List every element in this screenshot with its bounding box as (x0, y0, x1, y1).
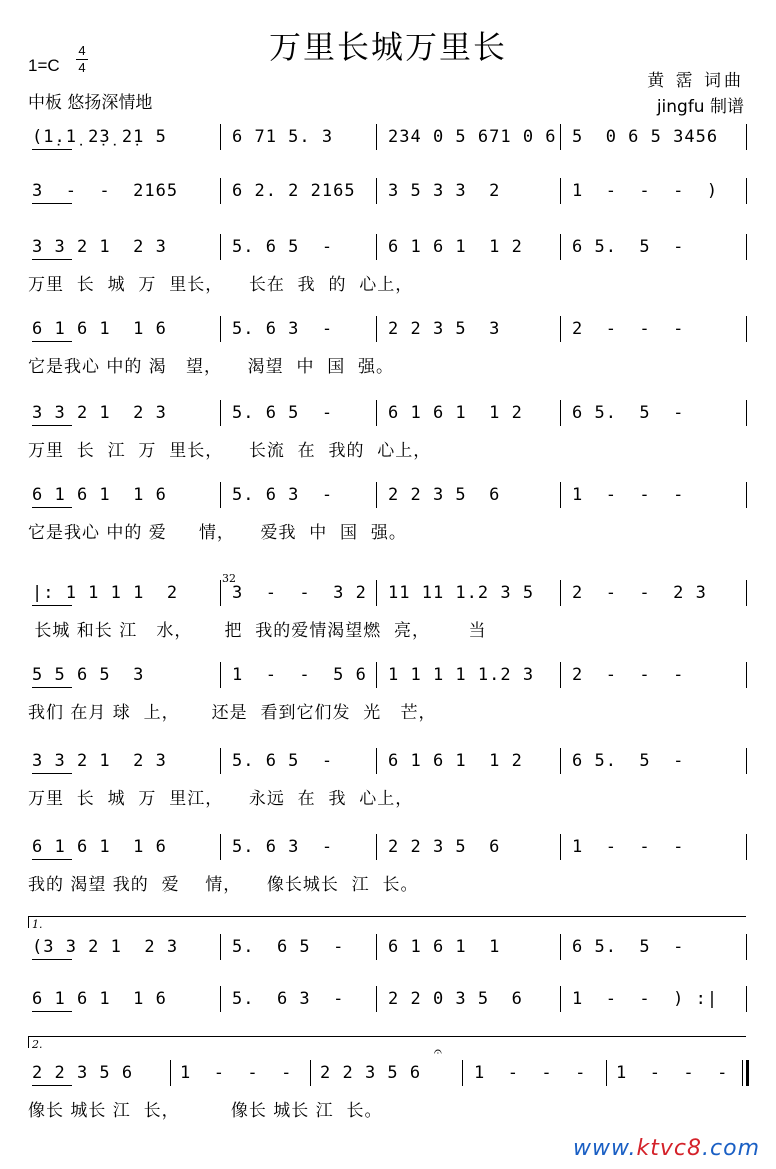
barline (376, 934, 377, 960)
barline (746, 580, 747, 606)
barline (220, 234, 221, 260)
measure: 1 - - - (616, 1063, 729, 1083)
measure: 2 - - - (572, 319, 685, 339)
measure: 6 1 6 1 1 6 (32, 319, 167, 339)
barline (746, 234, 747, 260)
barline (560, 400, 561, 426)
beam-underline (32, 959, 72, 960)
barline (606, 1060, 607, 1086)
barline (746, 316, 747, 342)
measure: 11 11 1.2 3 5 (388, 583, 535, 603)
grace-note: 32 (222, 572, 236, 585)
lyric-line: 像长 城长 江 长， 像长 城长 江 长。 (28, 1101, 383, 1121)
measure: 6 5. 5 - (572, 937, 685, 957)
notation-line (0, 122, 776, 152)
measure: 1 - - - (474, 1063, 587, 1083)
measure: (3 3 2 1 2 3 (32, 937, 179, 957)
fermata: 𝄐 (434, 1044, 442, 1060)
measure: 2 - - 2 3 (572, 583, 707, 603)
measure: 6 1 6 1 1 6 (32, 989, 167, 1009)
barline (746, 748, 747, 774)
time-signature-bottom: 4 (78, 60, 86, 75)
measure: 3 3 2 1 2 3 (32, 237, 167, 257)
beam-underline (32, 259, 72, 260)
measure: 1 - - - (572, 837, 685, 857)
lyric-line: 万里 长 城 万 里江， 永远 在 我 心上， (28, 789, 414, 809)
measure: 6 5. 5 - (572, 403, 685, 423)
measure: 6 1 6 1 1 2 (388, 237, 523, 257)
barline (220, 124, 221, 150)
barline (376, 400, 377, 426)
measure: 1 - - - (180, 1063, 293, 1083)
barline (376, 986, 377, 1012)
barline (746, 662, 747, 688)
barline (376, 482, 377, 508)
barline (560, 834, 561, 860)
measure: 1 - - - ) (572, 181, 719, 201)
notation-line (0, 232, 776, 262)
measure: 5. 6 5 - (232, 403, 334, 423)
barline (746, 178, 747, 204)
measure: 5. 6 3 - (232, 989, 345, 1009)
barline (376, 178, 377, 204)
measure: 2 - - - (572, 665, 685, 685)
barline (220, 580, 221, 606)
lyric-line: 万里 长 城 万 里长， 长在 我 的 心上， (28, 275, 414, 295)
beam-underline (32, 1011, 72, 1012)
notation-line (0, 176, 776, 206)
barline (462, 1060, 463, 1086)
measure: 3 - - 3 2 (232, 583, 367, 603)
notation-line (0, 746, 776, 776)
lyric-line: 它是我心 中的 爱 情， 爱我 中 国 强。 (28, 523, 407, 543)
beam-underline (32, 1085, 72, 1086)
barline (376, 748, 377, 774)
notation-line (0, 932, 776, 962)
barline (220, 934, 221, 960)
measure: 1 - - 5 6 (232, 665, 367, 685)
measure: 3 - - 2165 (32, 181, 179, 201)
barline (220, 178, 221, 204)
notation-line (0, 660, 776, 690)
measure: 6 1 6 1 1 6 (32, 837, 167, 857)
notation-line (0, 832, 776, 862)
beam-underline (32, 149, 72, 150)
beam-underline (32, 859, 72, 860)
notation-line (0, 984, 776, 1014)
measure: 2 2 3 5 6 (32, 1063, 134, 1083)
measure: 6 5. 5 - (572, 751, 685, 771)
lyric-line: 它是我心 中的 渴 望， 渴望 中 国 强。 (28, 357, 395, 377)
barline (220, 482, 221, 508)
measure: 2 2 3 5 6 (388, 837, 501, 857)
barline (376, 234, 377, 260)
barline (376, 316, 377, 342)
measure: 6 1 6 1 1 6 (32, 485, 167, 505)
beam-underline (32, 687, 72, 688)
barline (560, 580, 561, 606)
barline (560, 482, 561, 508)
barline (746, 124, 747, 150)
measure: 5. 6 3 - (232, 319, 334, 339)
barline (746, 834, 747, 860)
measure: 2 2 0 3 5 6 (388, 989, 523, 1009)
beam-underline (32, 507, 72, 508)
measure: 6 5. 5 - (572, 237, 685, 257)
measure: 5. 6 5 - (232, 237, 334, 257)
measure: 3 5 3 3 2 (388, 181, 501, 201)
transcriber: jingfu 制谱 (656, 97, 744, 117)
tempo-marking: 中板 悠扬深情地 (28, 93, 153, 113)
barline (560, 124, 561, 150)
final-barline (742, 1060, 749, 1086)
measure: 6 2. 2 2165 (232, 181, 356, 201)
measure: |: 1 1 1 1 2 (32, 583, 179, 603)
beam-underline (32, 203, 72, 204)
barline (560, 748, 561, 774)
barline (220, 400, 221, 426)
time-signature-top: 4 (78, 43, 86, 58)
barline (560, 934, 561, 960)
lyric-line: 我们 在月 球 上， 还是 看到它们发 光 芒， (28, 703, 437, 723)
measure: 6 71 5. 3 (232, 127, 334, 147)
beam-underline (32, 605, 72, 606)
barline (746, 986, 747, 1012)
barline (220, 986, 221, 1012)
key-signature: 1=C (28, 56, 60, 75)
measure: 6 1 6 1 1 2 (388, 403, 523, 423)
notation-line (0, 314, 776, 344)
lyric-line: 我的 渴望 我的 爱 情， 像长城长 江 长。 (28, 875, 419, 895)
beam-underline (32, 341, 72, 342)
measure: 6 1 6 1 1 2 (388, 751, 523, 771)
barline (560, 178, 561, 204)
barline (220, 834, 221, 860)
beam-underline (32, 773, 72, 774)
measure: 2 2 3 5 3 (388, 319, 501, 339)
lyric-line: 万里 长 江 万 里长， 长流 在 我的 心上， (28, 441, 432, 461)
barline (376, 662, 377, 688)
barline (220, 662, 221, 688)
barline (560, 662, 561, 688)
measure: 2 2 3 5 6 (388, 485, 501, 505)
song-title: 万里长城万里长 (268, 28, 507, 66)
notation-line (0, 398, 776, 428)
measure: 3 3 2 1 2 3 (32, 403, 167, 423)
barline (746, 934, 747, 960)
lyric-line: 长城 和长 江 水， 把 我的爱情渴望燃 亮， 当 (28, 621, 487, 641)
barline (170, 1060, 171, 1086)
notation-line (0, 480, 776, 510)
notation-line (0, 1058, 776, 1088)
barline (220, 748, 221, 774)
measure: 5. 6 5 - (232, 937, 345, 957)
measure: 234 0 5 671 0 6 (388, 127, 557, 147)
notation-line (0, 578, 776, 608)
measure: 6 1 6 1 1 (388, 937, 501, 957)
measure: 5. 6 3 - (232, 485, 334, 505)
measure: 2 2 3 5 6 (320, 1063, 422, 1083)
measure: 5. 6 3 - (232, 837, 334, 857)
measure: 5 5 6 5 3 (32, 665, 145, 685)
barline (220, 316, 221, 342)
measure: 5. 6 5 - (232, 751, 334, 771)
barline (746, 482, 747, 508)
barline (560, 316, 561, 342)
measure: 1 - - ) :| (572, 989, 719, 1009)
barline (560, 986, 561, 1012)
measure: 1 - - - (572, 485, 685, 505)
measure: 1 1 1 1 1.2 3 (388, 665, 535, 685)
barline (376, 580, 377, 606)
barline (310, 1060, 311, 1086)
measure: (1̣.1̣ 2̣3̣ 2̣1 5 (32, 127, 167, 147)
barline (560, 234, 561, 260)
beam-underline (32, 425, 72, 426)
barline (746, 400, 747, 426)
measure: 5 0 6 5 3456 (572, 127, 719, 147)
time-signature (76, 44, 88, 75)
lyricist-composer: 黄 霑 词曲 (647, 71, 744, 91)
measure: 3 3 2 1 2 3 (32, 751, 167, 771)
barline (376, 834, 377, 860)
barline (376, 124, 377, 150)
site-watermark: www.ktvc8.com (572, 1136, 760, 1161)
